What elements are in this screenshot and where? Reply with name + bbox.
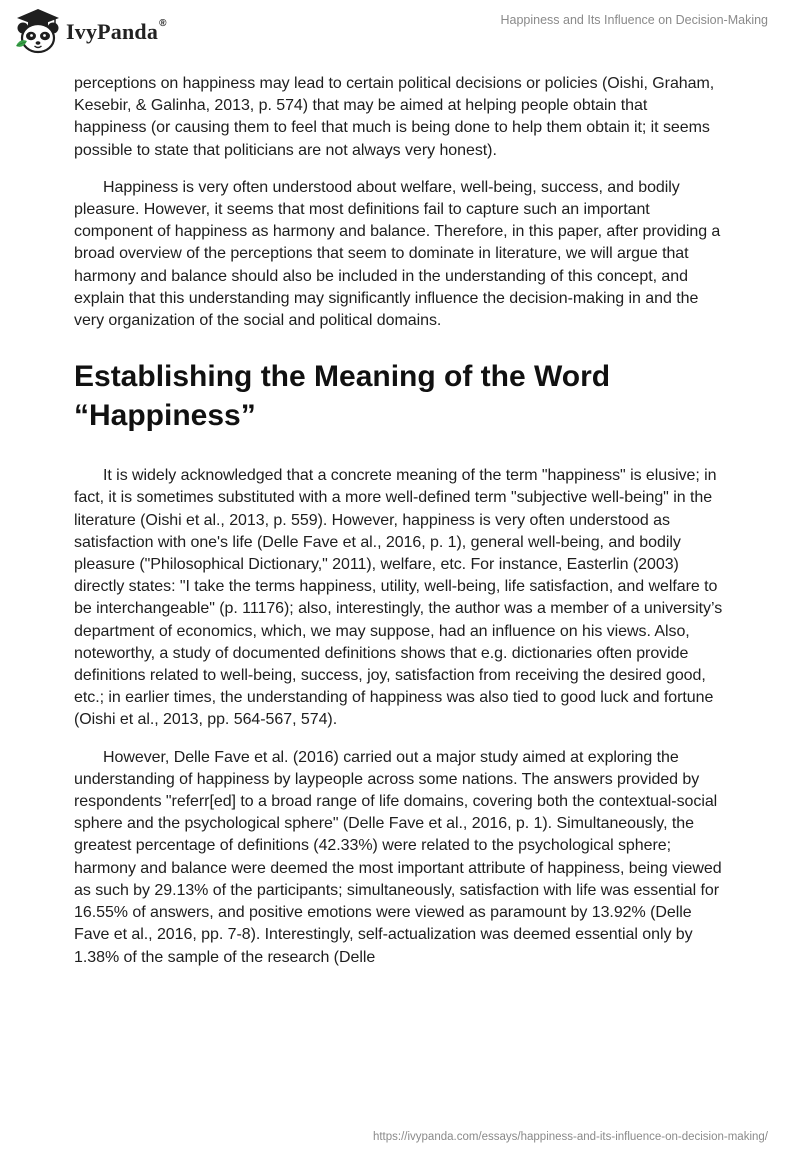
logo-wordmark: IvyPanda®	[66, 18, 167, 44]
paragraph-continued: perceptions on happiness may lead to certain political decisions or policies (Oishi, Graham, Kesebir, & Galinha, 2013, p. 574) that may be aimed at helping people obtain that happiness (or causing them to feel that much is being done to help them obtain it; it seems possible to state that politicians are not always very honest).	[74, 75, 715, 159]
paragraph-meaning: It is widely acknowledged that a concrete meaning of the term "happiness" is elusive; in fact, it is sometimes substituted with a more well-defined term "subjective well-being" in the literature (Oishi et al., 2013, p. 559). However, happiness is very often understood as satisfaction with one's life (Delle Fave et al., 2016, p. 1), general well-being, and bodily pleasure ("Philosophical Dictionary," 2011), welfare, etc. For instance, Easterlin (2003) directly states: "I take the terms happiness, utility, well-being, life satisfaction, and welfare to be interchangeable" (p. 11176); also, interestingly, the author was a member of a university’s department of economics, which, we may suppose, had an influence on his views. Also, noteworthy, a study of documented definitions shows that e.g. dictionaries often provide definitions related to well-being, success, joy, satisfaction from receiving the desired good, etc.; in earlier times, the understanding of happiness was also tied to good luck and fortune (Oishi et al., 2013, pp. 564-567, 574).	[74, 467, 723, 729]
article-body	[74, 73, 724, 984]
ivypanda-logo[interactable]	[14, 8, 167, 54]
document-title: Happiness and Its Influence on Decision-Making	[500, 13, 768, 27]
paragraph-intro-thesis: Happiness is very often understood about welfare, well-being, success, and bodily pleasure. However, it seems that most definitions fail to capture such an important component of happiness as harmony and balance. Therefore, in this paper, after providing a broad overview of the perceptions that seem to dominate in literature, we will argue that harmony and balance should also be included in the understanding of this concept, and explain that this understanding may significantly influence the decision-making in and the very organization of the social and political domains.	[74, 178, 721, 330]
section-heading: Establishing the Meaning of the Word “Happiness”	[74, 360, 611, 433]
registered-mark: ®	[159, 18, 167, 29]
paragraph-study: However, Delle Fave et al. (2016) carried out a major study aimed at exploring the understanding of happiness by laypeople across some nations. The answers provided by respondents "referr[ed] to a broad range of life domains, covering both the contextual-social sphere and the psychological sphere" (Delle Fave et al., 2016, p. 1). Simultaneously, the greatest percentage of definitions (42.33%) were related to the psychological sphere; harmony and balance were deemed the most important attribute of happiness, being viewed as such by 29.13% of the participants; simultaneously, satisfaction with life was essential for 16.55% of answers, and positive emotions were viewed as paramount by 13.92% (Delle Fave et al., 2016, pp. 7-8). Interestingly, self-actualization was deemed essential only by 1.38% of the sample of the research (Delle	[74, 748, 722, 966]
panda-graduate-icon	[14, 8, 62, 54]
source-url[interactable]: https://ivypanda.com/essays/happiness-and-its-influence-on-decision-making/	[372, 1131, 768, 1143]
page-header	[0, 0, 800, 60]
